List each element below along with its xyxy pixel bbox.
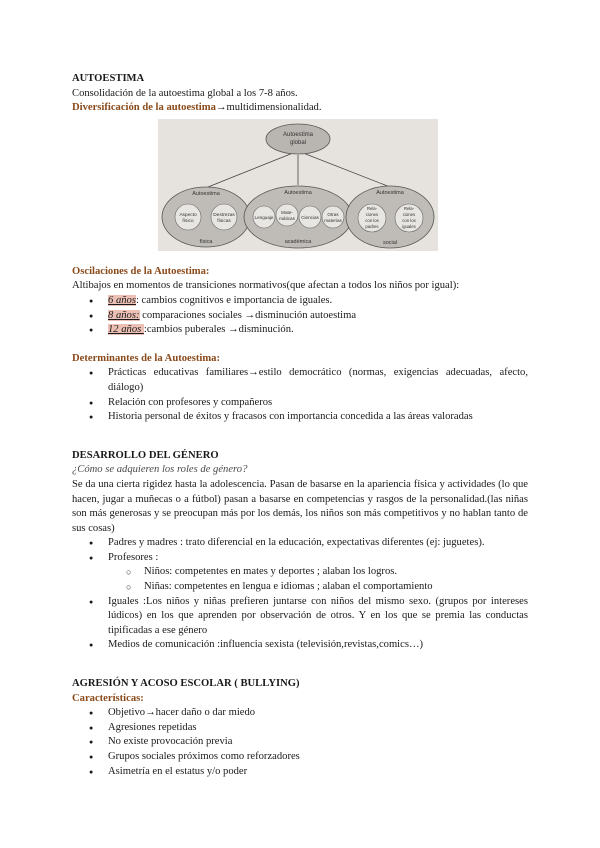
list-item bbox=[72, 323, 528, 338]
list-item bbox=[72, 294, 528, 309]
genero-question: ¿Cómo se adquieren los roles de género? bbox=[72, 464, 248, 476]
list-item: ● Relación con profesores y compañeros bbox=[72, 396, 528, 411]
age-highlight: 12 años bbox=[108, 324, 144, 336]
fisica-title: Autoestima bbox=[192, 190, 220, 197]
social-item-2a: Rela- bbox=[403, 205, 415, 211]
list-item: ● Grupos sociales próximos como reforzadores bbox=[72, 750, 528, 765]
oscilaciones-list bbox=[72, 294, 528, 338]
oscilacion-text: :cambios puberales →disminución. bbox=[143, 324, 294, 336]
fisica-item-2a: Destrezas bbox=[213, 212, 235, 218]
genero-list bbox=[72, 536, 528, 653]
social-item-2b: ciones bbox=[402, 211, 416, 217]
global-ellipse bbox=[266, 124, 330, 154]
social-item-1d: padres bbox=[365, 223, 379, 229]
academica-item-2a: Mate- bbox=[281, 209, 293, 215]
diversificacion-rest: →multidimensionalidad. bbox=[215, 102, 322, 114]
determinantes-list bbox=[72, 366, 528, 424]
list-item: ● Medios de comunicación :influencia sexista (televisión,revistas,comics…) bbox=[72, 638, 528, 653]
academica-title: Autoestima bbox=[284, 189, 312, 196]
age-highlight: 6 años bbox=[108, 294, 136, 306]
list-item: ● Iguales :Los niños y niñas prefieren juntarse con niños del mismo sexo. (grupos por intereses lúdicos) en los que aprenden por observación de otros. Y en los que se premia las conductas tipificadas a ese género bbox=[72, 595, 528, 639]
oscilacion-text: : cambios cognitivos e importancia de iguales. bbox=[135, 294, 333, 306]
autoestima-diagram bbox=[158, 119, 438, 251]
list-item: ● Asimetría en el estatus y/o poder bbox=[72, 765, 528, 780]
academica-item-3: Ciencias bbox=[301, 214, 319, 220]
social-item-2c: con los bbox=[402, 217, 416, 223]
global-title-1: Autoestima bbox=[282, 131, 314, 138]
section-title-autoestima: AUTOESTIMA bbox=[72, 73, 145, 84]
fisica-item-1a: Aspecto bbox=[179, 212, 197, 218]
age-highlight: 8 años: bbox=[108, 309, 140, 321]
list-item bbox=[72, 551, 528, 595]
document-content bbox=[72, 72, 528, 779]
diversificacion-label: Diversificación de la autoestima bbox=[72, 102, 216, 114]
section-title-genero: DESARROLLO DEL GÉNERO bbox=[72, 449, 219, 461]
social-item-2d: iguales bbox=[402, 223, 416, 229]
oscilaciones-intro: Altibajos en momentos de transiciones normativos(que afectan a todos los niños por igual): bbox=[72, 280, 460, 292]
list-item: ● Historia personal de éxitos y fracasos con importancia concedida a las áreas valoradas bbox=[72, 410, 528, 425]
oscilacion-text: comparaciones sociales →disminución autoestima bbox=[139, 309, 357, 321]
caracteristicas-title: Características: bbox=[72, 692, 144, 704]
academica-footer: académica bbox=[284, 238, 312, 245]
list-item: ● Prácticas educativas familiares→estilo democrático (normas, exigencias adecuadas, afecto, diálogo) bbox=[72, 366, 528, 395]
genero-paragraph: Se da una cierta rigidez hasta la adolescencia. Pasan de basarse en la apariencia física y actividades (lo que hacen, jugar a muñecas o a fútbol) pasan a basarse en competencias y rasgos de la personalidad.(las niñas son más generosas y se preocupan más por los demás, los niños son más competitivos y no hablan tanto de sus cosas) bbox=[72, 478, 528, 534]
fisica-footer: física bbox=[199, 238, 213, 245]
academica-item-2b: máticas bbox=[279, 215, 295, 221]
list-item bbox=[72, 309, 528, 324]
list-item: ● Objetivo→hacer daño o dar miedo bbox=[72, 706, 528, 721]
diversificacion-line bbox=[72, 101, 528, 116]
profesores-label: Profesores : bbox=[108, 551, 159, 563]
fisica-item-2b: físicas bbox=[217, 218, 231, 224]
global-title-2: global bbox=[289, 139, 307, 146]
list-item: ● No existe provocación previa bbox=[72, 735, 528, 750]
list-item: ● Padres y madres : trato diferencial en la educación, expectativas diferentes (ej: juguetes). bbox=[72, 536, 528, 551]
social-title: Autoestima bbox=[376, 189, 404, 196]
autoestima-diagram-svg bbox=[158, 119, 438, 251]
academica-item-1: Lenguaje bbox=[254, 214, 274, 220]
section-title-bullying: AGRESIÓN Y ACOSO ESCOLAR ( BULLYING) bbox=[72, 678, 300, 690]
social-footer: social bbox=[382, 239, 398, 246]
social-item-1b: ciones bbox=[365, 211, 379, 217]
profesores-sublist bbox=[72, 565, 528, 594]
autoestima-line1: Consolidación de la autoestima global a los 7-8 años. bbox=[72, 87, 298, 99]
determinantes-title: Determinantes de la Autoestima: bbox=[72, 352, 220, 364]
sub-list-item: ○ Niños: competentes en mates y deportes ; alaban los logros. bbox=[72, 565, 528, 580]
list-item: ● Agresiones repetidas bbox=[72, 721, 528, 736]
academica-item-4b: materias bbox=[324, 217, 342, 223]
academica-item-4a: Otras bbox=[327, 211, 339, 217]
social-item-1a: Rela- bbox=[366, 205, 378, 211]
fisica-item-1b: físico bbox=[182, 218, 194, 224]
sub-list-item: ○ Niñas: competentes en lengua e idiomas ; alaban el comportamiento bbox=[72, 580, 528, 595]
oscilaciones-title: Oscilaciones de la Autoestima: bbox=[72, 265, 210, 277]
social-item-1c: con los bbox=[365, 217, 379, 223]
caracteristicas-list bbox=[72, 706, 528, 779]
